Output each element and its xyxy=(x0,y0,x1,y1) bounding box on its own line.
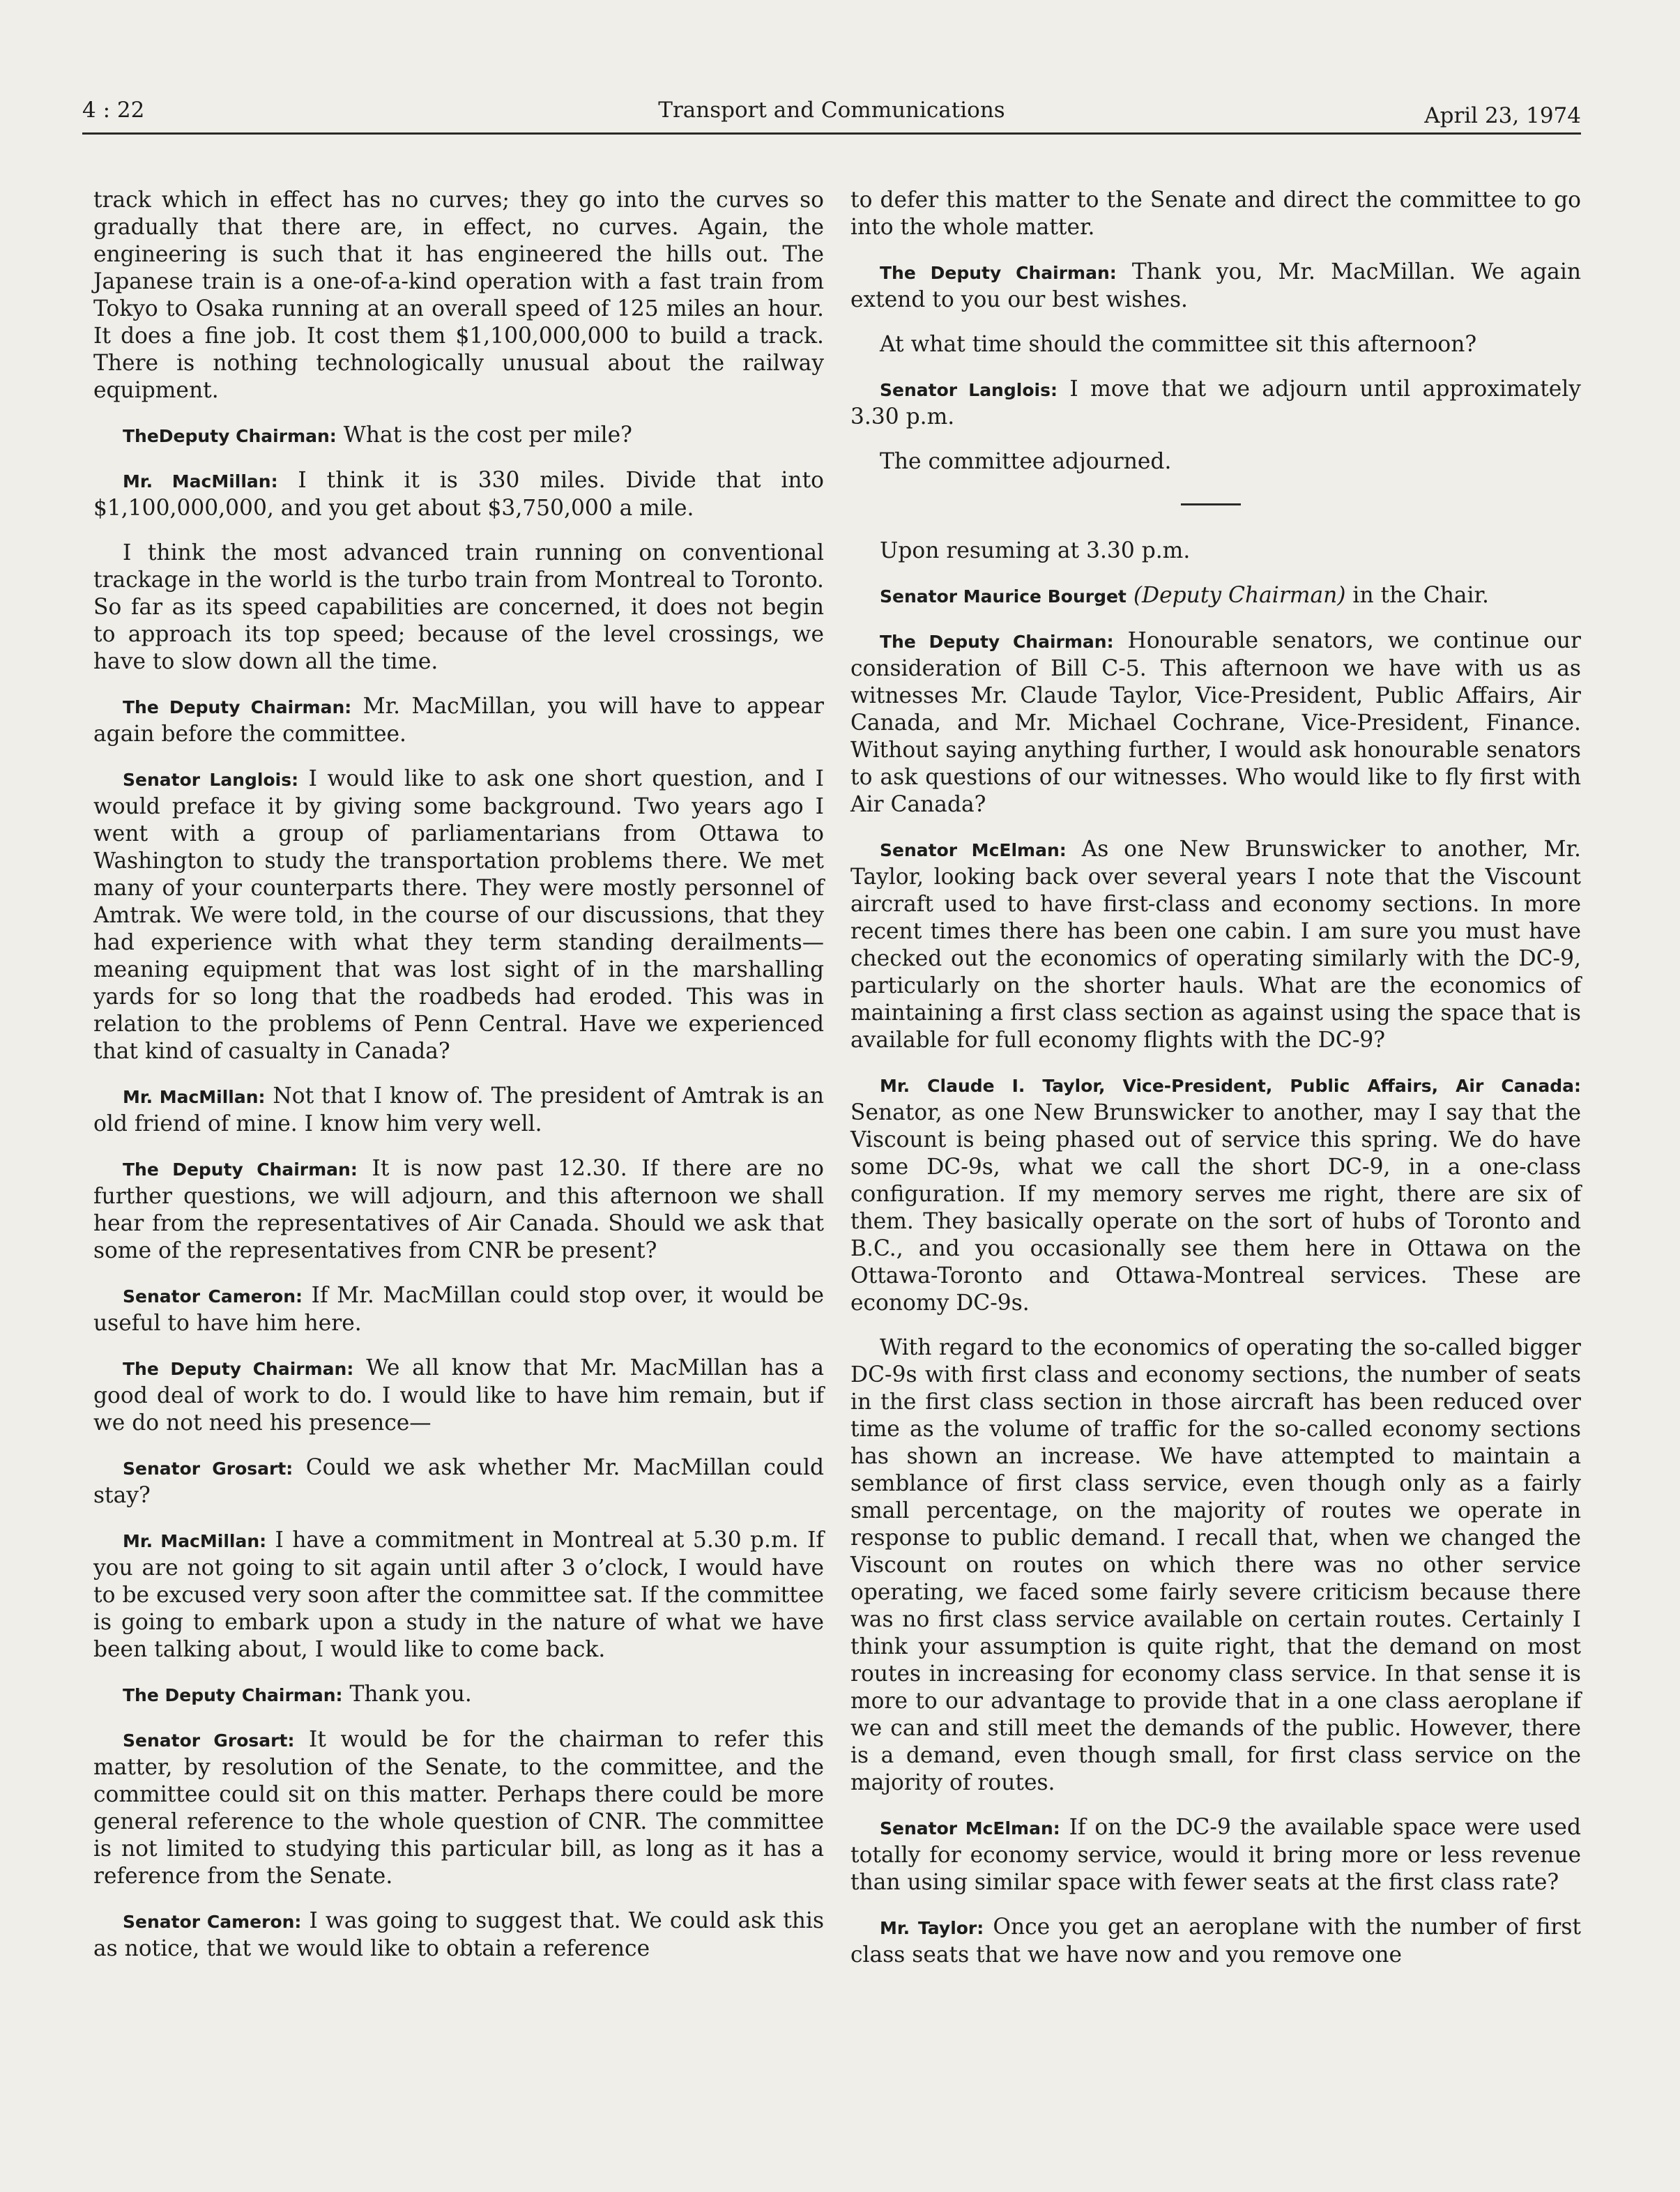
speaker-name: The Deputy Chairman: xyxy=(123,1159,358,1180)
paragraph xyxy=(93,1681,824,1709)
paragraph-text: We all know that Mr. MacMillan has a good deal of work to do. I would like to have him remain, but if we do not need his presence— xyxy=(93,1355,824,1436)
page-number: 4 : 22 xyxy=(82,98,145,123)
speaker-name: Senator Cameron: xyxy=(123,1912,302,1932)
paragraph xyxy=(850,538,1581,565)
left-column xyxy=(93,187,824,1980)
speaker-name: Senator Grosart: xyxy=(123,1459,293,1479)
paragraph xyxy=(850,1072,1581,1317)
paragraph xyxy=(850,1914,1581,1969)
paragraph-text: I was going to suggest that. We could ask this as notice, that we would like to obtain a reference xyxy=(93,1908,824,1961)
paragraph xyxy=(93,1155,824,1265)
paragraph xyxy=(850,1814,1581,1896)
speaker-name: The Deputy Chairman: xyxy=(123,1359,354,1379)
speaker-name: Senator Maurice Bourget xyxy=(880,586,1127,607)
paragraph xyxy=(850,448,1581,475)
paragraph-text: The committee adjourned. xyxy=(880,449,1172,474)
paragraph-text: Not that I know of. The president of Amtrak is an old friend of mine. I know him very well. xyxy=(93,1083,824,1136)
paragraph-text: At what time should the committee sit this afternoon? xyxy=(880,332,1477,357)
paragraph xyxy=(850,376,1581,431)
paragraph-text: track which in effect has no curves; they go into the curves so gradually that there are, in effect, no curves. Again, the engineering is such that it has engineered the hills out. The Japanese train is a one-of-a-kind operation with a fast train from Tokyo to Osaka running at an overall speed of 125 miles an hour. It does a fine job. It cost them $1,100,000,000 to build a track. There is nothing technologically unusual about the railway equipment. xyxy=(93,188,824,403)
paragraph-text: in the Chair. xyxy=(1345,583,1489,608)
right-column xyxy=(850,187,1581,1986)
paragraph-text: Honourable senators, we continue our consideration of Bill C-5. This afternoon we have with us as witnesses Mr. Claude Taylor, Vice-President, Public Affairs, Air Canada, and Mr. Michael Cochrane, Vice-President, Finance. Without saying anything further, I would ask honourable senators to ask questions of our witnesses. Who would like to fly first with Air Canada? xyxy=(850,628,1581,817)
speaker-name: Mr. MacMillan: xyxy=(123,471,278,492)
speaker-name: Senator Langlois: xyxy=(880,380,1057,400)
speaker-name: TheDeputy Chairman: xyxy=(123,426,337,446)
speaker-name: The Deputy Chairman: xyxy=(123,1685,343,1705)
paragraph-text: I have a commitment in Montreal at 5.30 p.m. If you are not going to sit again until after 3 o’clock, I would have to be excused very soon after the committee sat. If the committee is going to embark upon a study in the nature of what we have been talking about, I would like to come back. xyxy=(93,1528,824,1662)
paragraph xyxy=(93,187,824,404)
paragraph xyxy=(850,259,1581,314)
paragraph xyxy=(93,422,824,450)
speaker-name: The Deputy Chairman: xyxy=(880,263,1117,283)
paragraph-text: With regard to the economics of operating the so-called bigger DC-9s with first class and economy sections, the number of seats in the first class section in those aircraft has been reduced over time as the volume of traffic for the so-called economy sections has shown an increase. We have attempted to maintain a semblance of first class service, even though only as a fairly small percentage, on the majority of routes we operate in response to public demand. I recall that, when we changed the Viscount on routes on which there was no other service operating, we faced some fairly severe criticism because there was no first class service available on certain routes. Certainly I think your assumption is quite right, that the demand on most routes in increasing for economy class service. In that sense it is more to our advantage to provide that in a one class aeroplane if we can and still meet the demands of the public. However, there is a demand, even though small, for first class service on the majority of routes. xyxy=(850,1335,1581,1795)
paragraph-text: What is the cost per mile? xyxy=(336,423,632,448)
paragraph xyxy=(93,766,824,1065)
paragraph xyxy=(850,331,1581,358)
paragraph xyxy=(93,1726,824,1890)
paragraph-text: If on the DC-9 the available space were used totally for economy service, would it bring more or less revenue than using similar space with fewer seats at the first class rate? xyxy=(850,1815,1581,1895)
speaker-name: Senator McElman: xyxy=(880,1818,1060,1839)
paragraph xyxy=(93,1454,824,1509)
page-date: April 23, 1974 xyxy=(1424,103,1581,128)
paragraph xyxy=(850,627,1581,819)
paragraph-text: Upon resuming at 3.30 p.m. xyxy=(880,538,1191,563)
paragraph-text: It would be for the chairman to refer this matter, by resolution of the Senate, to the committee, and the committee could sit on this matter. Perhaps there could be more general reference to the whole question of CNR. The committee is not limited to studying this particular bill, as long as it has a reference from the Senate. xyxy=(93,1727,824,1889)
paragraph xyxy=(850,582,1581,610)
paragraph xyxy=(850,1334,1581,1797)
paragraph-text: Senator, as one New Brunswicker to another, may I say that the Viscount is being phased out of service this spring. We do have some DC-9s, what we call the short DC-9, in a one-class configuration. If my memory serves me right, there are six of them. They basically operate on the sort of hubs of Toronto and B.C., and you occasionally see them here in Ottawa on the Ottawa-Toronto and Ottawa-Montreal services. These are economy DC-9s. xyxy=(850,1100,1581,1316)
speaker-name: Mr. Taylor: xyxy=(880,1918,984,1938)
paragraph xyxy=(93,1355,824,1437)
speaker-name: The Deputy Chairman: xyxy=(880,632,1114,652)
paragraph xyxy=(93,1908,824,1963)
paragraph-text: I move that we adjourn until approximately 3.30 p.m. xyxy=(850,376,1581,429)
paragraph-text: As one New Brunswicker to another, Mr. Taylor, looking back over several years I note that the Viscount aircraft used to have first-class and economy sections. In more recent times there has been one cabin. I am sure you must have checked out the economics of operating similarly with the DC-9, particularly on the shorter hauls. What are the economics of maintaining a first class section as against using the space that is available for full economy flights with the DC-9? xyxy=(850,837,1581,1053)
running-title: Transport and Communications xyxy=(658,98,1005,123)
paragraph-text: Could we ask whether Mr. MacMillan could stay? xyxy=(93,1455,824,1508)
paragraph-text: Mr. MacMillan, you will have to appear again before the committee. xyxy=(93,694,824,747)
paragraph-text: to defer this matter to the Senate and direct the committee to go into the whole matter. xyxy=(850,188,1581,240)
speaker-name: Mr. MacMillan: xyxy=(123,1531,267,1551)
paragraph xyxy=(93,1282,824,1337)
speaker-name: Senator Langlois: xyxy=(123,770,299,790)
paragraph xyxy=(93,467,824,522)
paragraph xyxy=(93,693,824,748)
paragraph-text: If Mr. MacMillan could stop over, it would be useful to have him here. xyxy=(93,1283,824,1336)
chair-role: (Deputy Chairman) xyxy=(1133,583,1346,608)
paragraph xyxy=(850,187,1581,241)
speaker-name: Senator Grosart: xyxy=(123,1730,295,1751)
header-rule xyxy=(82,132,1581,135)
speaker-name: Senator Cameron: xyxy=(123,1286,303,1307)
paragraph-text: I think it is 330 miles. Divide that into $1,100,000,000, and you get about $3,750,000 a mile. xyxy=(93,468,824,521)
paragraph xyxy=(850,836,1581,1054)
speaker-name: Mr. MacMillan: xyxy=(123,1087,266,1107)
speaker-name: Mr. Claude I. Taylor, Vice-President, Public Affairs, Air Canada: xyxy=(880,1076,1581,1096)
paragraph xyxy=(93,540,824,676)
paragraph xyxy=(93,1083,824,1138)
paragraph xyxy=(93,1527,824,1664)
page-header xyxy=(82,98,1581,132)
speaker-name: The Deputy Chairman: xyxy=(123,697,352,717)
speaker-name: Senator McElman: xyxy=(880,840,1067,860)
paragraph-text: Thank you. xyxy=(342,1682,472,1707)
section-divider xyxy=(1181,503,1241,505)
paragraph-text: It is now past 12.30. If there are no further questions, we will adjourn, and this afternoon we shall hear from the representatives of Air Canada. Should we ask that some of the representatives from CNR be present? xyxy=(93,1156,824,1263)
paragraph-text: Once you get an aeroplane with the number of first class seats that we have now and you remove one xyxy=(850,1915,1581,1968)
paragraph-text: I think the most advanced train running on conventional trackage in the world is the turbo train from Montreal to Toronto. So far as its speed capabilities are concerned, it does not begin to approach its top speed; because of the level crossings, we have to slow down all the time. xyxy=(93,540,824,674)
paragraph-text: Thank you, Mr. MacMillan. We again extend to you our best wishes. xyxy=(850,259,1581,312)
paragraph-text: I would like to ask one short question, and I would preface it by giving some background. Two years ago I went with a group of parliamentarians from Ottawa to Washington to study the transportation problems there. We met many of your counterparts there. They were mostly personnel of Amtrak. We were told, in the course of our discussions, that they had experience with what they term standing derailments—meaning equipment that was lost sight of in the marshalling yards for so long that the roadbeds had eroded. This was in relation to the problems of Penn Central. Have we experienced that kind of casualty in Canada? xyxy=(93,766,824,1064)
